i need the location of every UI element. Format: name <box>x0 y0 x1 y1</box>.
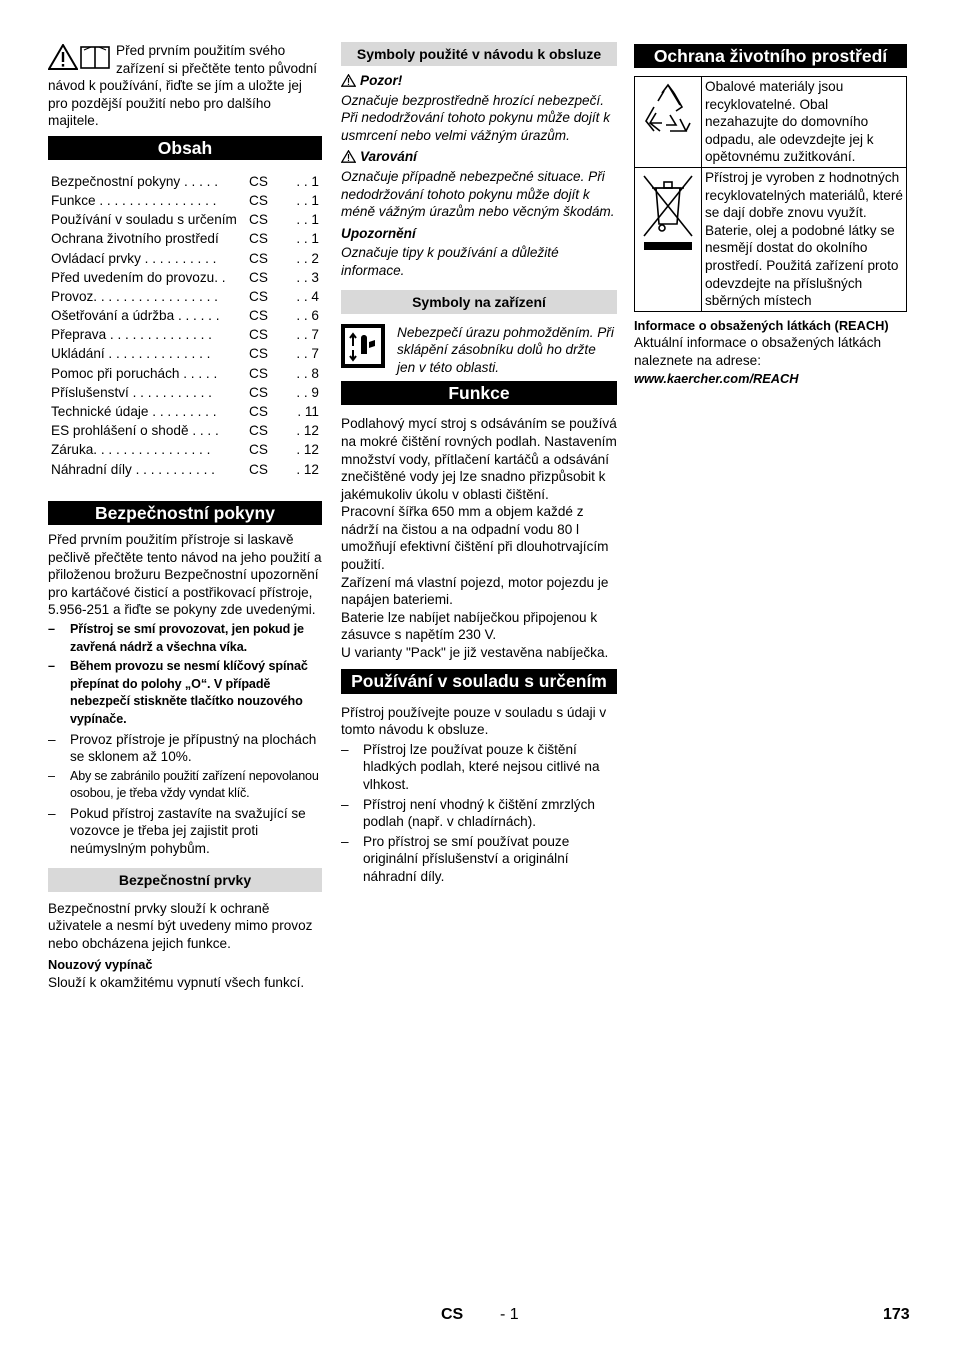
toc-page: . . 3 <box>296 269 319 285</box>
warning-triangle-icon <box>341 74 356 87</box>
intended-use-heading: Používání v souladu s určením <box>341 669 617 694</box>
toc-row[interactable] <box>48 460 322 479</box>
safety-list-item: – Pokud přístroj zastavíte na svažující se vozovce je třeba jej zajistit proti neúmyslným pohybům. <box>48 805 322 858</box>
toc-row[interactable] <box>48 325 322 344</box>
safety-list-item: – Během provozu se nesmí klíčový spínač přepínat do polohy „O“. V případě nebezpečí stiskněte tlačítko nouzového vypínače. <box>48 658 322 728</box>
toc-row[interactable] <box>48 383 322 402</box>
toc-page: . . 1 <box>296 192 319 208</box>
emergency-stop-heading: Nouzový vypínač <box>48 957 153 973</box>
column-left <box>48 42 322 992</box>
toc-lang: CS <box>249 212 268 228</box>
toc-heading: Obsah <box>48 136 322 160</box>
toc-page: . . 7 <box>296 327 319 343</box>
crossed-out-bin-icon <box>640 170 696 254</box>
device-symbol-text: Nebezpečí úrazu pohmožděním. Při sklápění zásobníku dolů ho držte jen v této oblasti. <box>397 324 614 375</box>
toc-label: Před uvedením do provozu. . <box>51 269 226 285</box>
toc-row[interactable] <box>48 306 322 325</box>
environment-table <box>634 76 907 312</box>
reach-heading: Informace o obsažených látkách (REACH) <box>634 317 889 333</box>
toc-row[interactable] <box>48 191 322 210</box>
reach-text: Aktuální informace o obsažených látkách naleznete na adrese: <box>634 335 882 368</box>
toc-lang: CS <box>249 231 268 247</box>
warning-label-text: Varování <box>360 149 417 165</box>
toc-lang: CS <box>249 269 268 285</box>
toc-lang: CS <box>249 192 268 208</box>
toc-lang: CS <box>249 442 268 458</box>
toc-lang: CS <box>249 308 268 324</box>
toc-page: . 12 <box>296 423 319 439</box>
recycle-row <box>635 77 907 168</box>
function-paragraph: U varianty "Pack" je již vestavěna nabíječka. <box>341 645 609 661</box>
toc-page: . . 2 <box>296 250 319 266</box>
toc-lang: CS <box>249 327 268 343</box>
toc-lang: CS <box>249 365 268 381</box>
toc-label: Ochrana životního prostředí <box>51 231 219 247</box>
recycle-icon-cell <box>635 77 702 168</box>
toc-page: . . 8 <box>296 365 319 381</box>
environment-heading: Ochrana životního prostředí <box>634 44 907 68</box>
footer-page-number: 173 <box>883 1306 910 1323</box>
toc-row[interactable] <box>48 421 322 440</box>
intended-use-item: – Přístroj není vhodný k čištění zmrzlých podlah (např. v chladírnách). <box>341 796 617 831</box>
toc-lang: CS <box>249 384 268 400</box>
crush-hazard-icon <box>341 324 385 368</box>
toc-row[interactable] <box>48 287 322 306</box>
toc-lang: CS <box>249 173 268 189</box>
toc-row[interactable] <box>48 172 322 191</box>
toc-label: Provoz. . . . . . . . . . . . . . . . . <box>51 288 218 304</box>
recycle-icon <box>640 79 696 139</box>
toc-page: . . 9 <box>296 384 319 400</box>
footer-section <box>500 1306 519 1324</box>
toc-row[interactable] <box>48 230 322 249</box>
footer-lang: CS <box>441 1306 464 1323</box>
note-text: Označuje tipy k používání a důležité informace. <box>341 245 559 278</box>
toc-lang: CS <box>249 288 268 304</box>
function-paragraph: Baterie lze nabíjet nabíječkou připojenou k zásuvce s napětím 230 V. <box>341 609 598 643</box>
weee-row <box>635 167 907 311</box>
toc-row[interactable] <box>48 268 322 287</box>
toc-lang: CS <box>249 461 268 477</box>
toc-label: Používání v souladu s určením <box>51 212 237 228</box>
toc-page: . . 6 <box>296 308 319 324</box>
intended-use-item: – Pro přístroj se smí používat pouze originální příslušenství a originální náhradní díly. <box>341 833 617 886</box>
toc-label: Přeprava . . . . . . . . . . . . . . <box>51 327 212 343</box>
reach-link[interactable]: www.kaercher.com/REACH <box>634 370 799 386</box>
weee-icon-cell <box>635 167 702 311</box>
note-label: Upozornění <box>341 225 416 241</box>
toc-page: . . 1 <box>296 173 319 189</box>
warning-triangle-icon <box>48 44 78 70</box>
toc-label: Technické údaje . . . . . . . . . <box>51 404 217 420</box>
safety-devices-text: Bezpečnostní prvky slouží k ochraně uživatele a nesmí být uvedeny mimo provoz nebo obcházena jejich funkce. <box>48 900 313 951</box>
warning-triangle-icon <box>341 150 356 163</box>
toc-row[interactable] <box>48 210 322 229</box>
function-text <box>341 415 617 661</box>
manual-book-icon <box>80 44 110 70</box>
column-right <box>634 42 907 387</box>
toc-lang: CS <box>249 250 268 266</box>
intended-use-list <box>341 741 617 886</box>
column-middle <box>341 42 617 888</box>
safety-list-item: – Aby se zabránilo použití zařízení nepovolanou osobou, je třeba vždy vyndat klíč. <box>48 768 322 803</box>
toc-label: Ošetřování a údržba . . . . . . <box>51 308 220 324</box>
manual-symbols-heading: Symboly použité v návodu k obsluze <box>341 42 617 66</box>
toc-page: . . 1 <box>296 231 319 247</box>
recycle-text: Obalové materiály jsou recyklovatelné. Obal nezahazujte do domovního odpadu, ale odevzdejte jej k opětovnému zužitkování. <box>702 77 907 168</box>
toc-page: . 12 <box>296 442 319 458</box>
safety-intro: Před prvním použitím přístroje si laskavě pečlivě přečtěte tento návod na jeho použití a přiloženou brožuru Bezpečnostní upozornění pro kartáčové čisticí a postřikovací přístroje, 5.956-251 a řiďte se pokyny zde uvedenými. <box>48 531 322 618</box>
toc-page: . 12 <box>296 461 319 477</box>
safety-list-item: – Provoz přístroje je přípustný na plochách se sklonem až 10%. <box>48 731 322 766</box>
toc-label: Ovládací prvky . . . . . . . . . . <box>51 250 217 266</box>
toc-lang: CS <box>249 423 268 439</box>
toc-label: Funkce . . . . . . . . . . . . . . . . <box>51 192 217 208</box>
toc-page: . . 1 <box>296 212 319 228</box>
toc-label: Náhradní díly . . . . . . . . . . . <box>51 461 215 477</box>
toc-label: Příslušenství . . . . . . . . . . . <box>51 384 212 400</box>
device-symbols-heading: Symboly na zařízení <box>341 290 617 314</box>
intended-use-item: – Přístroj lze používat pouze k čištění hladkých podlah, které nejsou citlivé na vlhkost. <box>341 741 617 794</box>
toc-row[interactable] <box>48 402 322 421</box>
function-paragraph: Pracovní šířka 650 mm a objem každé z nádrží na čistou a na odpadní vodu 80 l umožňují efektivní čištění při dlouhotrvajícím použití. <box>341 504 609 573</box>
toc-label: Záruka. . . . . . . . . . . . . . . . <box>51 442 211 458</box>
danger-label <box>341 72 617 90</box>
toc-lang: CS <box>249 404 268 420</box>
emergency-stop-text: Slouží k okamžitému vypnutí všech funkcí. <box>48 975 305 991</box>
function-paragraph: Podlahový mycí stroj s odsáváním se používá na mokré čištění rovných podlah. Nastavením množství vody, přítlačení kartáčů a odsávání znečištěné vody jej lze snadno přizpůsobit k jakémukoliv úkolu v oblasti čištění. <box>341 416 617 502</box>
safety-heading: Bezpečnostní pokyny <box>48 501 322 525</box>
toc-table <box>48 172 322 479</box>
safety-list <box>48 621 322 858</box>
warning-text: Označuje případně nebezpečné situace. Při nedodržování tohoto pokynu může dojít k méně vážným úrazům nebo věcným škodám. <box>341 168 615 220</box>
toc-label: Bezpečnostní pokyny . . . . . <box>51 173 218 189</box>
danger-text: Označuje bezprostředně hrozící nebezpečí. Při nedodržování tohoto pokynu může dojít k usmrcení nebo velmi vážným úrazům. <box>341 92 611 143</box>
safety-list-item: – Přístroj se smí provozovat, jen pokud je zavřená nádrž a všechna víka. <box>48 621 322 656</box>
toc-lang: CS <box>249 346 268 362</box>
intro-text: Před prvním použitím svého zařízení si přečtěte tento původní návod k používání, řiďte se jím a uložte jej pro pozdější použití nebo pro dalšího majitele. <box>48 43 318 129</box>
toc-row[interactable] <box>48 364 322 383</box>
intro-block <box>48 42 322 130</box>
intro-icons <box>48 44 110 70</box>
footer-section-text: - 1 <box>500 1306 519 1323</box>
toc-label: Pomoc při poruchách . . . . . <box>51 365 218 381</box>
warning-label <box>341 148 617 166</box>
device-symbol-row <box>341 324 617 377</box>
weee-text: Přístroj je vyroben z hodnotných recyklovatelných materiálů, které se dají dobře znovu využít. Baterie, olej a podobné látky se nesmějí dostat do okolního prostředí. Použitá zařízení proto odevzdejte na příslušných sběrných místech <box>702 167 907 311</box>
function-paragraph: Zařízení má vlastní pojezd, motor pojezdu je napájen bateriemi. <box>341 574 609 608</box>
toc-label: Ukládání . . . . . . . . . . . . . . <box>51 346 211 362</box>
toc-row[interactable] <box>48 345 322 364</box>
toc-page: . . 7 <box>296 346 319 362</box>
function-heading: Funkce <box>341 381 617 405</box>
toc-row[interactable] <box>48 249 322 268</box>
toc-page: . . 4 <box>296 288 319 304</box>
safety-devices-heading: Bezpečnostní prvky <box>48 868 322 892</box>
toc-row[interactable] <box>48 441 322 460</box>
toc-page: . 11 <box>297 404 319 420</box>
toc-label: ES prohlášení o shodě . . . . <box>51 423 219 439</box>
danger-label-text: Pozor! <box>360 73 403 88</box>
intended-use-intro: Přístroj používejte pouze v souladu s údaji v tomto návodu k obsluze. <box>341 704 607 738</box>
